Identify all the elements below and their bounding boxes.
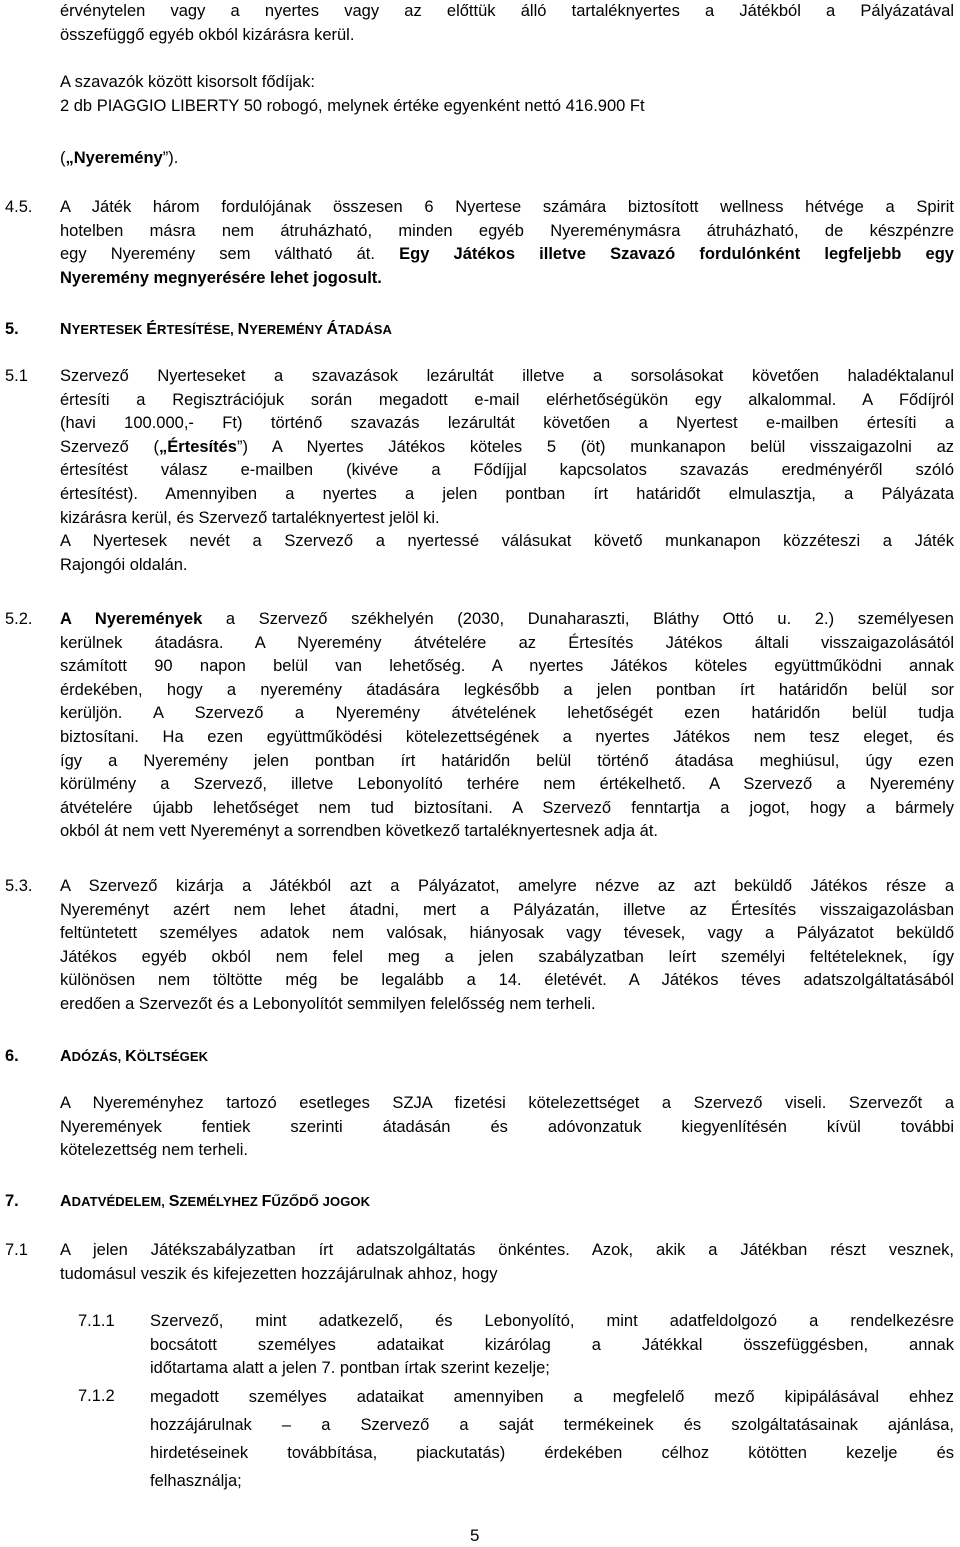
text-line: így a Nyeremény jelen pontban írt határidőn belül történő átadása meghiúsul, úgy ezen (60, 751, 954, 770)
section-number: 5.3. (5, 877, 33, 895)
heading-fragment: A (60, 1193, 72, 1210)
heading-number: 6. (5, 1047, 19, 1065)
text-line: hotelben másra nem átruházható, minden egyéb Nyereménymásra átruházható, de készpénzre (60, 221, 954, 240)
text-line: számított 90 napon belül van lehetőség. A nyertes Játékos köteles együttműködni annak (60, 657, 954, 676)
text-line: átvételére újabb lehetőséget nem tud biztosítani. A Szervező fenntartja a jogot, hogy a bármely (60, 798, 954, 817)
section-7-1-2-text (150, 1383, 954, 1495)
text-line: időtartama alatt a jelen 7. pontban írtak szerint kezelje; (150, 1359, 550, 1378)
text-line (60, 243, 954, 267)
heading-fragment: A (60, 1048, 72, 1065)
text-line: kerüljön. A Szervező a Nyeremény átvételének lehetőségét ezen határidőn belül tudja (60, 704, 954, 723)
text-fragment-bold: A Nyeremények (60, 610, 203, 628)
heading-fragment: ŰZŐDŐ JOGOK (271, 1194, 371, 1209)
section-heading-5 (60, 320, 392, 340)
text-line: kötelezettség nem terheli. (60, 1141, 249, 1160)
text-fragment: ( (60, 149, 66, 167)
text-line: bocsátott személyes adataikat kizárólag a Játékkal összefüggésben, annak (150, 1335, 954, 1354)
text-fragment-bold: „Nyeremény (65, 149, 163, 167)
text-line: feltüntetett személyes adatok nem valósak, hiányosak vagy tévesek, vagy a Pályázatot beküldő (60, 924, 954, 943)
text-line: összefüggő egyéb okból kizárásra kerül. (60, 25, 355, 44)
text-line: eredően a Szervezőt és a Lebonyolítót semmilyen felelősség nem terheli. (60, 994, 596, 1013)
heading-fragment: YEREMÉNY (249, 322, 327, 337)
text-line: érdekében, hogy a nyeremény átadására legkésőbb a jelen pontban írt határidőn belül sor (60, 680, 954, 699)
text-line (60, 608, 954, 632)
text-fragment: Szervező ( (60, 437, 160, 456)
heading-fragment: DÓZÁS, (71, 1049, 126, 1064)
prize-label (60, 147, 954, 171)
text-line-bold: Nyeremény megnyerésére lehet jogosult. (60, 268, 382, 287)
section-7-1-text (60, 1239, 954, 1286)
text-line: okból át nem vett Nyereményt a sorrendben következő tartaléknyertesnek adja át. (60, 822, 658, 841)
text-line: hozzájárulnak – a Szervező a saját termékeinek és szolgáltatásainak ajánlása, (150, 1416, 954, 1434)
section-number: 5.2. (5, 610, 33, 628)
text-line: értesítést). Amennyiben a nyertes a jelen pontban írt határidőt elmulasztja, a Pályázata (60, 484, 954, 503)
text-line (60, 436, 954, 460)
text-line: biztosítani. Ha ezen együttműködési kötelezettségének a nyertes Játékos nem tesz eleget, és (60, 727, 954, 746)
text-line: A szavazók között kisorsolt fődíjak: (60, 73, 315, 91)
heading-fragment: K (125, 1048, 137, 1065)
subsection-number: 7.1.2 (78, 1387, 115, 1405)
text-line: A Játék három fordulójának összesen 6 Nyertese számára biztosított wellness hétvége a Spirit (60, 198, 954, 216)
text-fragment: ”). (162, 149, 179, 167)
text-line: A Nyereményhez tartozó esetleges SZJA fizetési kötelezettséget a Szervező viseli. Szervezőt a (60, 1094, 954, 1112)
heading-number: 7. (5, 1192, 19, 1210)
text-line: körülmény a Szervező, illetve Lebonyolító terhére nem értékelhető. A Szervező a Nyeremény (60, 775, 954, 794)
section-7-1-1-text (150, 1310, 954, 1381)
heading-fragment: ZEMÉLYHEZ (179, 1194, 262, 1209)
text-line: Rajongói oldalán. (60, 555, 188, 574)
text-fragment-bold: „Értesítés (159, 437, 237, 456)
section-number: 4.5. (5, 198, 33, 216)
text-line: Nyereményt azért nem lehet átadni, mert a Pályázatán, illetve az Értesítés visszaigazolásban (60, 900, 954, 919)
text-line: érvénytelen vagy a nyertes vagy az előttük álló tartaléknyertes a Játékból a Pályázatával (60, 2, 954, 20)
text-line: 2 db PIAGGIO LIBERTY 50 robogó, melynek értéke egyenként nettó 416.900 Ft (60, 96, 645, 115)
text-fragment-bold: Egy Játékos illetve Szavazó fordulónként legfeljebb egy (399, 245, 954, 264)
text-line: kizárásra kerül, és Szervező tartaléknyertest jelöl ki. (60, 508, 440, 527)
text-line: értesítést válasz e-mailben (kivéve a Fődíjjal kapcsolatos szavazás eredményéről szóló (60, 461, 954, 480)
text-line: hirdetéseinek továbbítása, piackutatás) érdekében célhoz kötötten kezelje és (150, 1444, 954, 1462)
text-line: Szervező Nyerteseket a szavazások lezárultát illetve a sorsolásokat követően haladéktalanul (60, 367, 954, 385)
text-line: kerülnek átadásra. A Nyeremény átvételére az Értesítés Játékos általi visszaigazolásától (60, 633, 954, 652)
heading-fragment: F (261, 1193, 272, 1210)
text-line: Szervező, mint adatkezelő, és Lebonyolító, mint adatfeldolgozó a rendelkezésre (150, 1312, 954, 1330)
section-6-text (60, 1092, 954, 1163)
heading-fragment: S (168, 1193, 180, 1210)
text-line: A Szervező kizárja a Játékból azt a Pályázatot, amelyre nézve az azt beküldő Játékos része a (60, 877, 954, 895)
heading-fragment: YERTESEK (71, 322, 147, 337)
section-5-1-text (60, 365, 954, 577)
text-line: tudomásul veszik és kifejezetten hozzájárulnak ahhoz, hogy (60, 1264, 498, 1283)
text-line: A jelen Játékszabályzatban írt adatszolgáltatás önkéntes. Azok, akik a Játékban részt vesznek, (60, 1241, 954, 1259)
text-fragment: ”) A Nyertes Játékos köteles 5 (öt) munkanapon belül visszaigazolni az (237, 437, 955, 456)
prize-paragraph (60, 71, 954, 118)
text-line: (havi 100.000,- Ft) történő szavazás lezárultát követően a Nyertest e-mailben értesíti a (60, 414, 954, 433)
section-5-3-text (60, 875, 954, 1017)
text-line: értesíti a Regisztrációjuk során megadott e-mail elérhetőségükön egy alkalommal. A Fődíjról (60, 390, 954, 409)
heading-fragment: DATVÉDELEM, (71, 1194, 169, 1209)
text-fragment: a Szervező székhelyén (2030, Dunaharaszti, Bláthy Ottó u. 2.) személyesen (202, 610, 954, 628)
heading-fragment: RTESÍTÉSE, (157, 322, 238, 337)
text-line: Nyeremények fentiek szerinti átadásán és adóvonzatuk kiegyenlítésén kívül további (60, 1117, 954, 1136)
section-5-2-text (60, 608, 954, 844)
heading-fragment: É (146, 321, 158, 338)
heading-number: 5. (5, 320, 19, 338)
section-heading-7 (60, 1192, 370, 1212)
intro-paragraph (60, 0, 954, 47)
heading-fragment: N (237, 321, 250, 338)
text-line: Játékos egyéb okból nem felel meg a jelen szabályzatban leírt személyi feltételeknek, így (60, 947, 954, 966)
section-4-5-text (60, 196, 954, 290)
subsection-number: 7.1.1 (78, 1312, 115, 1330)
text-line: felhasználja; (150, 1472, 242, 1490)
section-number: 5.1 (5, 367, 28, 385)
text-line: megadott személyes adataikat amennyiben a megfelelő mező kipipálásával ehhez (150, 1388, 954, 1406)
heading-fragment: Á (326, 321, 339, 338)
heading-fragment: ÖLTSÉGEK (136, 1049, 209, 1064)
section-heading-6 (60, 1047, 208, 1067)
text-line: A Nyertesek nevét a Szervező a nyertessé válásukat követő munkanapon közzéteszi a Játék (60, 532, 954, 551)
text-line: különösen nem töltötte még be legalább a 14. életévét. A Játékos téves adatszolgáltatásából (60, 971, 954, 990)
section-number: 7.1 (5, 1241, 28, 1259)
heading-fragment: N (60, 321, 72, 338)
page-number: 5 (470, 1526, 480, 1545)
text-fragment: egy Nyeremény sem váltható át. (60, 245, 400, 264)
heading-fragment: TADÁSA (338, 322, 392, 337)
